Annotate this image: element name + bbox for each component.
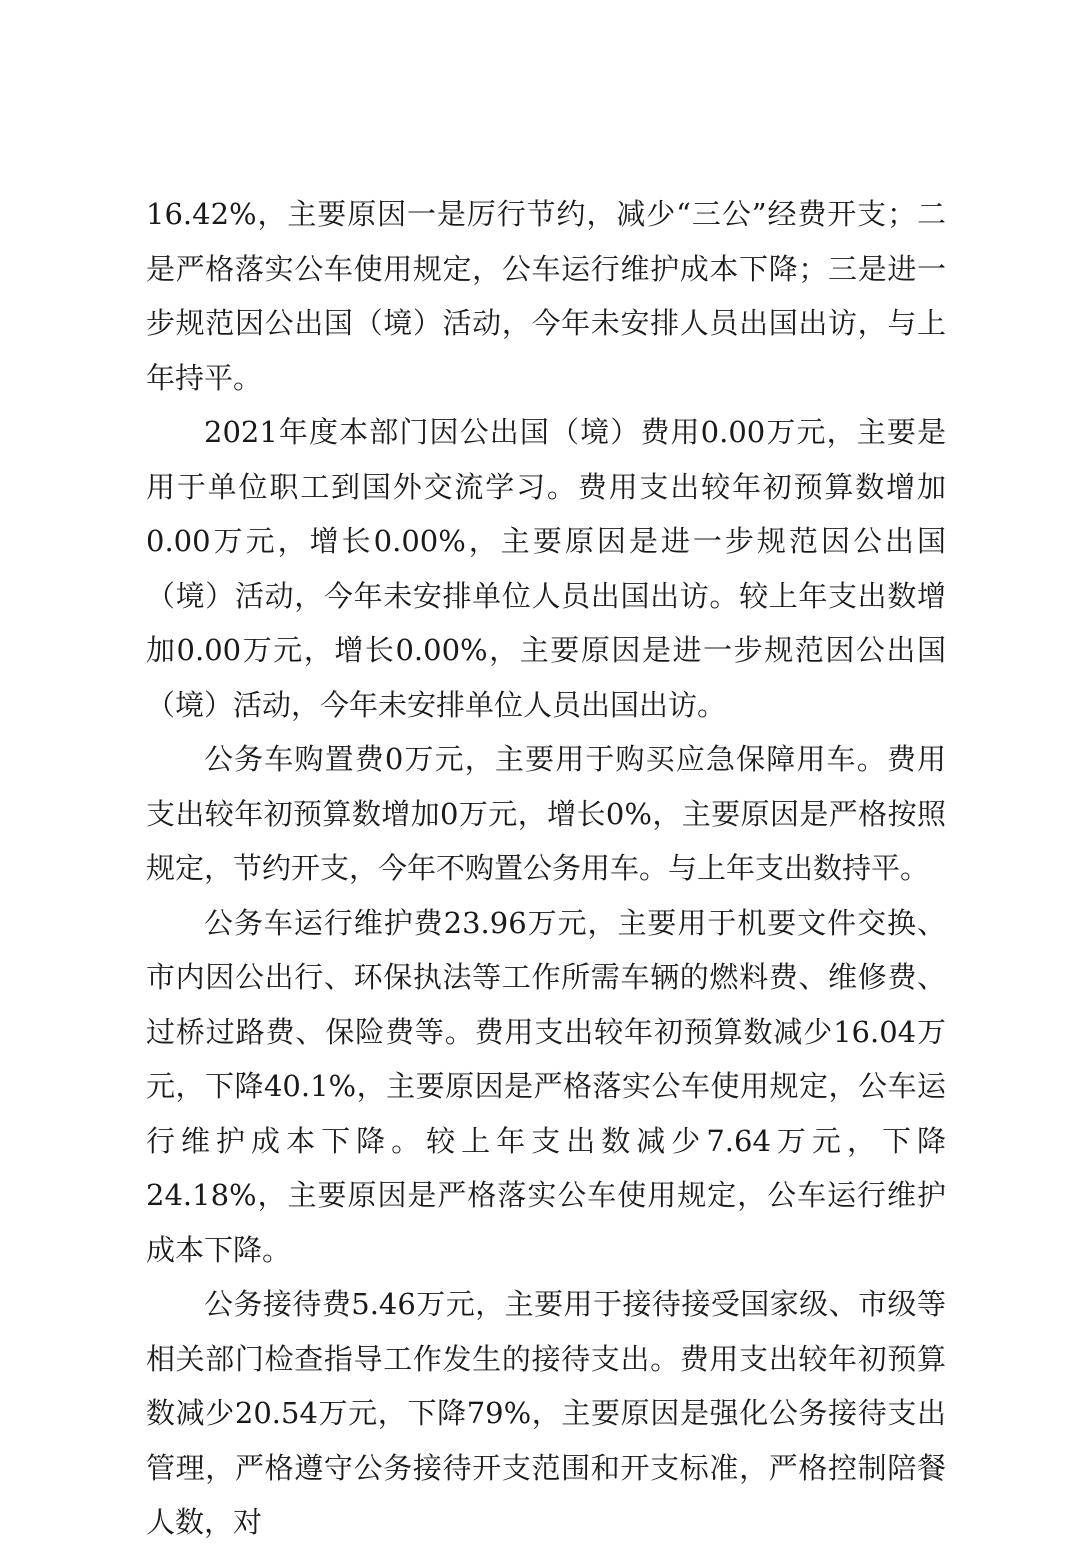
paragraph-official-reception: 公务接待费5.46万元，主要用于接待接受国家级、市级等相关部门检查指导工作发生的接待支出。费用支出较年初预算数减少20.54万元，下降79%，主要原因是强化公务接待支出管理，严格遵守公务接待开支范围和开支标准，严格控制陪餐人数，对 (146, 1287, 946, 1539)
paragraph-vehicle-maintenance: 公务车运行维护费23.96万元，主要用于机要文件交换、市内因公出行、环保执法等工作所需车辆的燃料费、维修费、过桥过路费、保险费等。费用支出较年初预算数减少16.04万元，下降40.1%，主要原因是严格落实公车使用规定，公车运行维护成本下降。较上年支出数减少7.64万元，下降24.18%，主要原因是严格落实公车使用规定，公车运行维护成本下降。 (146, 905, 946, 1267)
paragraph-vehicle-purchase: 公务车购置费0万元，主要用于购买应急保障用车。费用支出较年初预算数增加0万元，增长0%，主要原因是严格按照规定，节约开支，今年不购置公务用车。与上年支出数持平。 (146, 742, 946, 885)
body-text (146, 187, 946, 1550)
paragraph-three-public-expenses-reason: 16.42%，主要原因一是厉行节约，减少“三公”经费开支；二是严格落实公车使用规定，公车运行维护成本下降；三是进一步规范因公出国（境）活动，今年未安排人员出国出访，与上年持平。 (146, 197, 946, 395)
paragraph-overseas-travel: 2021年度本部门因公出国（境）费用0.00万元，主要是用于单位职工到国外交流学习。费用支出较年初预算数增加0.00万元，增长0.00%，主要原因是进一步规范因公出国（境）活动，今年未安排单位人员出国出访。较上年支出数增加0.00万元，增长0.00%，主要原因是进一步规范因公出国（境）活动，今年未安排单位人员出国出访。 (146, 415, 946, 722)
